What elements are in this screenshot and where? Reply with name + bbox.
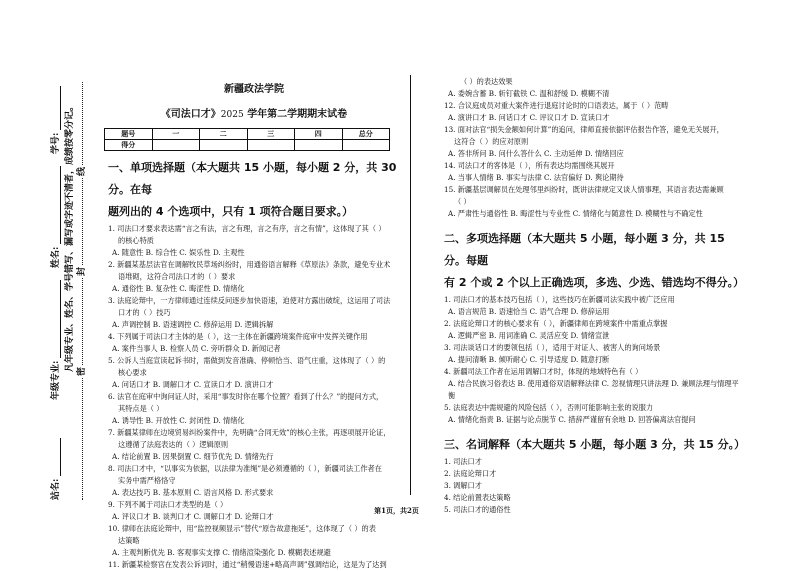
column-divider [410,75,411,495]
score-cell-3[interactable] [247,140,295,151]
score-cell-1[interactable] [152,140,200,151]
page-number: 第1页，共2页 [374,506,419,515]
multi-question-4: 4. 新疆司法工作者在运用调解口才时，体现的地域特色有（ ） A. 结合民族习俗表达 B. 使用通俗双语解释法律 C. 忽视情理只讲法理 D. 兼顾法理与情理平衡 [444,367,739,400]
question-15: 15. 新疆基层调解员在处理邻里纠纷时，既讲法律规定又谈人情事理，其语言表达需兼顾 （ ） A. 严肃性与通俗性 B. 晦涩性与专业性 C. 情绪化与随意性 D. 模糊性与不确定性 [444,185,724,218]
question-3: 3. 法庭论辩中，一方律师通过连续反问逐步加快语速，迫使对方露出破绽，这运用了司法 口才的（ ）技巧 A. 声调控制 B. 语速调控 C. 修辞运用 D. 逻辑拆解 [108,296,391,329]
question-11-start: 11. 新疆某检察官在发表公诉词时，通过“稍慢语速+略高声调”强调结论，这是为了达到 [108,560,387,569]
term-item: 1. 司法口才 [444,457,482,466]
question-8: 8. 司法口才中，“以事实为依据，以法律为准绳”是必须遵循的（ ），新疆司法工作者在 实务中需严格恪守 A. 表达技巧 B. 基本原则 C. 语言风格 D. 形式要求 [108,464,382,497]
term-item: 2. 法庭论辩口才 [444,469,497,478]
question-1: 1. 司法口才要求表达需“言之有法，言之有理，言之有序，言之有情”，这体现了其（ ） 的核心特质 A. 随意性 B. 综合性 C. 娱乐性 D. 主观性 [108,224,386,257]
term-item: 3. 调解口才 [444,481,482,490]
term-item: 5. 司法口才的通俗性 [444,505,511,514]
section2-heading: 二、多项选择题（本大题共 5 小题，每小题 3 分，共 15 分。每题 有 2 个或 2 个以上正确选项，多选、少选、错选均不得分。） [444,232,745,289]
binding-notice: 凡年级专业、姓名、学号错写、漏写或字迹不清者，成绩按零分记。 [65,101,75,372]
seal-line: 密 封 线 [76,82,88,500]
section1-heading: 一、单项选择题（本大题共 15 小题，每小题 2 分，共 30 分。在每 题列出的 4 个选项中，只有 1 项符合题目要求。） [108,161,397,218]
multi-question-3: 3. 司法谈话口才的要领包括（ ），适用于对证人、被害人的询问场景 A. 提问清晰 B. 倾听耐心 C. 引导适度 D. 随意打断 [444,343,661,364]
question-2: 2. 新疆某基层法官在调解牧民草场纠纷时，用通俗语言解释《草原法》条款，避免专业术 语堆砌，这符合司法口才的（ ）要求 A. 通俗性 B. 复杂性 C. 晦涩性 D. 情绪化 [108,260,391,293]
multi-question-1: 1. 司法口才的基本技巧包括（ ），这些技巧在新疆司法实践中被广泛应用 A. 语言规范 B. 语速恰当 C. 语气合理 D. 修辞运用 [444,295,675,316]
score-cell-4[interactable] [295,140,343,151]
question-14: 14. 司法口才的客体是（ ），所有表达均需围绕其展开 A. 当事人情绪 B. 事实与法律 C. 法官偏好 D. 舆论期待 [444,161,624,182]
major-line[interactable] [50,280,61,358]
question-11-end: （ ）的表达效果 A. 委婉含蓄 B. 斩钉截铁 C. 温和舒缓 D. 模糊不清 [448,77,610,98]
term-item: 4. 结论前置表达策略 [444,493,511,502]
score-table-header-row: 题号 一 二 三 四 总分 [105,129,390,140]
exam-title: 《司法口才》2025 学年第二学期期末试卷 [160,109,348,120]
question-6: 6. 法官在庭审中询问证人时，采用“事发时你在哪个位置？看到了什么？”的提问方式， 其特点是（ ） A. 诱导性 B. 开放性 C. 封闭性 D. 情绪化 [108,392,384,425]
multi-question-2: 2. 法庭论辩口才的核心要求有（ ），新疆律师在跨境案件中需重点掌握 A. 逻辑严密 B. 用词准确 C. 灵活应变 D. 情绪宣泄 [444,319,668,340]
student-id-line[interactable] [50,86,61,130]
question-10: 10. 律师在法庭论辩中，用“监控视频显示”替代“原告故意拖延”，这体现了（ ）的表 达策略 A. 主观判断优先 B. 客观事实支撑 C. 情绪渲染强化 D. 模糊表述规避 [108,524,376,557]
field-station: 站名: [48,438,61,500]
left-column [108,78,400,571]
right-column [444,76,746,516]
binding-margin [40,82,110,500]
score-cell-2[interactable] [200,140,248,151]
question-4: 4. 下列属于司法口才主体的是（ ），这一主体在新疆跨境案件庭审中发挥关键作用 A. 案件当事人 B. 检察人员 C. 旁听群众 D. 新闻记者 [108,332,368,353]
dotted-line [82,82,83,500]
field-name: 姓名: [48,166,61,268]
station-line[interactable] [50,438,61,476]
question-12: 12. 合议庭成员对重大案件进行退庭讨论时的口语表达，属于（ ）范畴 A. 演讲口才 B. 问话口才 C. 评议口才 D. 宣读口才 [444,101,669,122]
score-cell-total[interactable] [342,140,390,151]
question-7: 7. 新疆某律师在边境贸易纠纷案件中，先明确“合同无效”的核心主张，再逐项展开论证， 这遵循了法庭表达的（ ）逻辑原则 A. 结论前置 B. 因果倒置 C. 细节优先 D. 情绪先行 [108,428,391,461]
school-name: 新疆政法学院 [224,84,284,95]
score-table-score-row: 得分 [105,140,390,151]
question-13: 13. 面对法官“损失金额如何计算”的追问，律师直接依据评估报告作答，避免无关展开， 这符合（ ）的应对原则 A. 答非所问 B. 问什么答什么 C. 主动延伸 D. 情绪回应 [444,125,724,158]
section3-heading: 三、名词解释（本大题共 5 小题，每小题 3 分，共 15 分。） [444,438,746,451]
field-student-id: 学号: [48,86,61,154]
name-line[interactable] [50,166,61,244]
question-5: 5. 公诉人当庭宣读起诉书时，需做到发音准确、停顿恰当、语气庄重，这体现了（ ）的 核心要求 A. 问话口才 B. 调解口才 C. 宣读口才 D. 演讲口才 [108,356,386,389]
score-table [104,128,390,151]
question-9: 9. 下列不属于司法口才类型的是（ ） A. 评议口才 B. 谈判口才 C. 调解口才 D. 论辩口才 [108,500,274,521]
multi-question-5: 5. 法庭表达中需规避的风险包括（ ），否则可能影响主张的说服力 A. 情绪化指责 B. 证据与论点脱节 C. 措辞严谨留有余地 D. 回答偏离法官提问 [444,403,696,424]
field-major: 年级专业: [48,280,61,400]
